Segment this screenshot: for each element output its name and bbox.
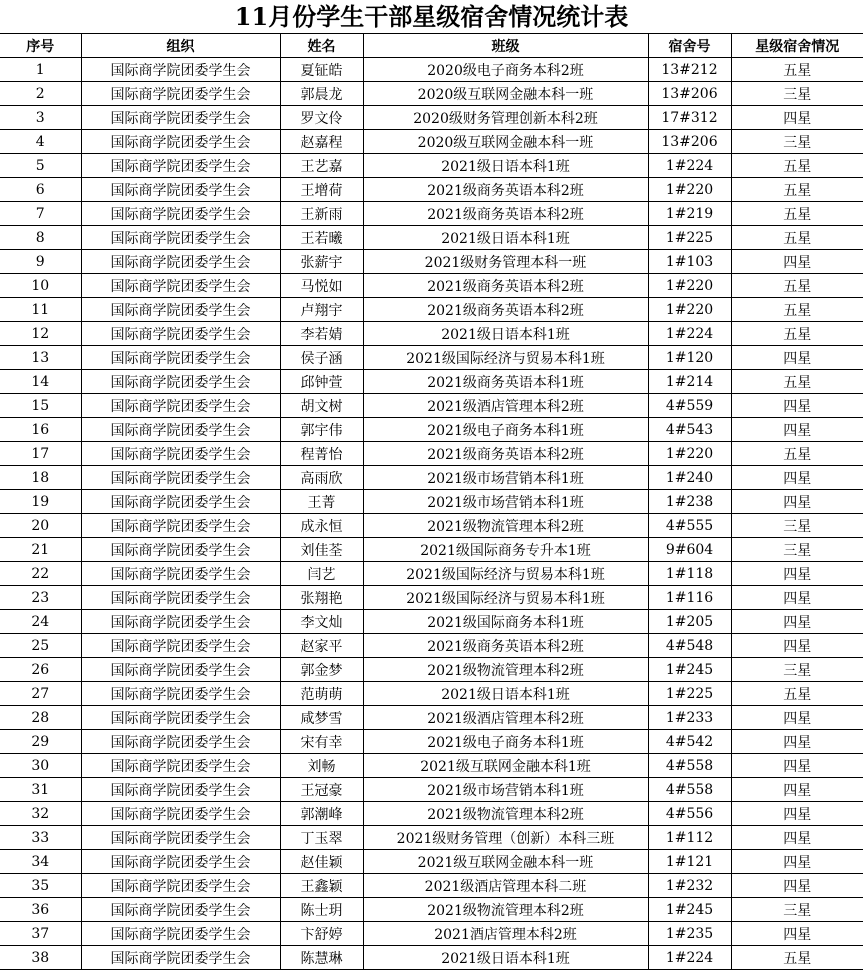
cell-organization[interactable]: 国际商学院团委学生会 [81,658,280,682]
cell-star-rating[interactable]: 四星 [731,610,863,634]
cell-name[interactable]: 郭宇伟 [280,418,363,442]
cell-name[interactable]: 郭晨龙 [280,82,363,106]
cell-organization[interactable]: 国际商学院团委学生会 [81,634,280,658]
cell-dorm-number[interactable]: 1#118 [648,562,731,586]
cell-class[interactable]: 2021级财务管理本科一班 [363,250,648,274]
table-row [0,370,863,394]
cell-index[interactable]: 38 [0,946,81,970]
cell-star-rating[interactable]: 五星 [731,682,863,706]
cell-organization[interactable]: 国际商学院团委学生会 [81,706,280,730]
cell-name[interactable]: 夏钲皓 [280,58,363,82]
table-row [0,202,863,226]
cell-organization[interactable]: 国际商学院团委学生会 [81,418,280,442]
cell-star-rating[interactable]: 三星 [731,538,863,562]
cell-class[interactable]: 2021级商务英语本科2班 [363,298,648,322]
cell-dorm-number[interactable]: 1#112 [648,826,731,850]
cell-index[interactable]: 29 [0,730,81,754]
cell-star-rating[interactable]: 五星 [731,226,863,250]
cell-index[interactable]: 2 [0,82,81,106]
table-row [0,754,863,778]
cell-index[interactable]: 19 [0,490,81,514]
cell-dorm-number[interactable]: 1#120 [648,346,731,370]
cell-star-rating[interactable]: 四星 [731,106,863,130]
cell-name[interactable]: 王菁 [280,490,363,514]
cell-name[interactable]: 赵佳颖 [280,850,363,874]
cell-class[interactable]: 2021级日语本科1班 [363,226,648,250]
cell-dorm-number[interactable]: 1#219 [648,202,731,226]
cell-organization[interactable]: 国际商学院团委学生会 [81,802,280,826]
cell-organization[interactable]: 国际商学院团委学生会 [81,874,280,898]
cell-dorm-number[interactable]: 1#225 [648,226,731,250]
cell-dorm-number[interactable]: 1#224 [648,322,731,346]
cell-index[interactable]: 36 [0,898,81,922]
table-row [0,226,863,250]
cell-star-rating[interactable]: 四星 [731,826,863,850]
cell-class[interactable]: 2021酒店管理本科2班 [363,922,648,946]
cell-dorm-number[interactable]: 1#103 [648,250,731,274]
cell-star-rating[interactable]: 四星 [731,730,863,754]
cell-name[interactable]: 李若婧 [280,322,363,346]
cell-class[interactable]: 2021级日语本科1班 [363,682,648,706]
cell-star-rating[interactable]: 四星 [731,754,863,778]
cell-star-rating[interactable]: 三星 [731,658,863,682]
cell-class[interactable]: 2021级国际商务本科1班 [363,610,648,634]
cell-index[interactable]: 12 [0,322,81,346]
cell-star-rating[interactable]: 五星 [731,298,863,322]
cell-class[interactable]: 2020级互联网金融本科一班 [363,130,648,154]
cell-name[interactable]: 王增荷 [280,178,363,202]
table-row [0,538,863,562]
table-row [0,58,863,82]
cell-index[interactable]: 17 [0,442,81,466]
cell-star-rating[interactable]: 五星 [731,442,863,466]
cell-name[interactable]: 张薪宇 [280,250,363,274]
cell-dorm-number[interactable]: 1#121 [648,850,731,874]
table-row [0,394,863,418]
cell-class[interactable]: 2021级商务英语本科2班 [363,274,648,298]
header-row [0,34,863,58]
cell-organization[interactable]: 国际商学院团委学生会 [81,850,280,874]
cell-dorm-number[interactable]: 4#542 [648,730,731,754]
table-row [0,634,863,658]
cell-class[interactable]: 2021级物流管理本科2班 [363,658,648,682]
cell-name[interactable]: 陈士玥 [280,898,363,922]
cell-index[interactable]: 8 [0,226,81,250]
cell-class[interactable]: 2020级互联网金融本科一班 [363,82,648,106]
cell-name[interactable]: 马悦如 [280,274,363,298]
cell-index[interactable]: 5 [0,154,81,178]
cell-organization[interactable]: 国际商学院团委学生会 [81,298,280,322]
cell-index[interactable]: 34 [0,850,81,874]
table-row [0,874,863,898]
cell-dorm-number[interactable]: 4#558 [648,754,731,778]
cell-star-rating[interactable]: 五星 [731,370,863,394]
table-row [0,106,863,130]
cell-name[interactable]: 刘畅 [280,754,363,778]
cell-star-rating[interactable]: 四星 [731,634,863,658]
table-row [0,682,863,706]
cell-name[interactable]: 卞舒婷 [280,922,363,946]
cell-class[interactable]: 2021级国际经济与贸易本科1班 [363,562,648,586]
cell-class[interactable]: 2021级商务英语本科1班 [363,370,648,394]
cell-class[interactable]: 2021级互联网金融本科一班 [363,850,648,874]
cell-index[interactable]: 7 [0,202,81,226]
cell-index[interactable]: 26 [0,658,81,682]
dorm-rating-table [0,34,863,970]
cell-star-rating[interactable]: 四星 [731,394,863,418]
cell-dorm-number[interactable]: 1#224 [648,154,731,178]
cell-organization[interactable]: 国际商学院团委学生会 [81,322,280,346]
cell-organization[interactable]: 国际商学院团委学生会 [81,922,280,946]
cell-organization[interactable]: 国际商学院团委学生会 [81,178,280,202]
cell-dorm-number[interactable]: 4#558 [648,778,731,802]
cell-class[interactable]: 2021级物流管理本科2班 [363,802,648,826]
table-row [0,922,863,946]
cell-dorm-number[interactable]: 13#212 [648,58,731,82]
cell-index[interactable]: 13 [0,346,81,370]
cell-organization[interactable]: 国际商学院团委学生会 [81,754,280,778]
cell-index[interactable]: 11 [0,298,81,322]
table-row [0,442,863,466]
cell-organization[interactable]: 国际商学院团委学生会 [81,778,280,802]
cell-organization[interactable]: 国际商学院团委学生会 [81,202,280,226]
table-row [0,250,863,274]
cell-name[interactable]: 胡文树 [280,394,363,418]
cell-organization[interactable]: 国际商学院团委学生会 [81,490,280,514]
cell-name[interactable]: 卢翔宇 [280,298,363,322]
cell-class[interactable]: 2021级商务英语本科2班 [363,202,648,226]
table-row [0,346,863,370]
cell-organization[interactable]: 国际商学院团委学生会 [81,82,280,106]
cell-class[interactable]: 2021级酒店管理本科二班 [363,874,648,898]
cell-dorm-number[interactable]: 1#220 [648,442,731,466]
table-row [0,154,863,178]
cell-dorm-number[interactable]: 1#116 [648,586,731,610]
cell-organization[interactable]: 国际商学院团委学生会 [81,946,280,970]
table-row [0,802,863,826]
cell-name[interactable]: 刘佳荃 [280,538,363,562]
table-row [0,274,863,298]
cell-index[interactable]: 30 [0,754,81,778]
cell-class[interactable]: 2020级电子商务本科2班 [363,58,648,82]
cell-name[interactable]: 范萌萌 [280,682,363,706]
cell-name[interactable]: 侯子涵 [280,346,363,370]
cell-index[interactable]: 3 [0,106,81,130]
cell-index[interactable]: 27 [0,682,81,706]
cell-name[interactable]: 邱钟萱 [280,370,363,394]
cell-name[interactable]: 李文灿 [280,610,363,634]
cell-class[interactable]: 2021级市场营销本科1班 [363,778,648,802]
cell-index[interactable]: 18 [0,466,81,490]
cell-class[interactable]: 2021级日语本科1班 [363,154,648,178]
table-row [0,586,863,610]
cell-dorm-number[interactable]: 4#543 [648,418,731,442]
cell-index[interactable]: 23 [0,586,81,610]
cell-organization[interactable]: 国际商学院团委学生会 [81,226,280,250]
cell-star-rating[interactable]: 四星 [731,874,863,898]
cell-name[interactable]: 王若曦 [280,226,363,250]
cell-organization[interactable]: 国际商学院团委学生会 [81,154,280,178]
table-row [0,490,863,514]
cell-star-rating[interactable]: 四星 [731,250,863,274]
cell-index[interactable]: 37 [0,922,81,946]
cell-class[interactable]: 2021级市场营销本科1班 [363,490,648,514]
cell-index[interactable]: 20 [0,514,81,538]
cell-index[interactable]: 35 [0,874,81,898]
header-name[interactable]: 姓名 [280,34,363,58]
cell-name[interactable]: 郭金梦 [280,658,363,682]
cell-organization[interactable]: 国际商学院团委学生会 [81,586,280,610]
cell-organization[interactable]: 国际商学院团委学生会 [81,274,280,298]
cell-index[interactable]: 9 [0,250,81,274]
cell-name[interactable]: 王鑫颖 [280,874,363,898]
table-row [0,706,863,730]
cell-dorm-number[interactable]: 1#220 [648,298,731,322]
table-row [0,850,863,874]
cell-name[interactable]: 丁玉翠 [280,826,363,850]
cell-organization[interactable]: 国际商学院团委学生会 [81,826,280,850]
cell-index[interactable]: 22 [0,562,81,586]
header-star-rating[interactable]: 星级宿舍情况 [731,34,863,58]
cell-organization[interactable]: 国际商学院团委学生会 [81,370,280,394]
cell-index[interactable]: 21 [0,538,81,562]
table-row [0,778,863,802]
cell-star-rating[interactable]: 五星 [731,178,863,202]
cell-star-rating[interactable]: 四星 [731,778,863,802]
table-row [0,130,863,154]
cell-class[interactable]: 2021级市场营销本科1班 [363,466,648,490]
cell-name[interactable]: 咸梦雪 [280,706,363,730]
cell-star-rating[interactable]: 五星 [731,154,863,178]
cell-dorm-number[interactable]: 4#548 [648,634,731,658]
cell-name[interactable]: 程菁怡 [280,442,363,466]
cell-dorm-number[interactable]: 1#224 [648,946,731,970]
cell-name[interactable]: 高雨欣 [280,466,363,490]
cell-star-rating[interactable]: 五星 [731,58,863,82]
cell-dorm-number[interactable]: 4#555 [648,514,731,538]
table-row [0,946,863,970]
cell-organization[interactable]: 国际商学院团委学生会 [81,610,280,634]
cell-class[interactable]: 2020级财务管理创新本科2班 [363,106,648,130]
cell-name[interactable]: 罗文伶 [280,106,363,130]
cell-dorm-number[interactable]: 1#232 [648,874,731,898]
cell-class[interactable]: 2021级电子商务本科1班 [363,418,648,442]
cell-class[interactable]: 2021级物流管理本科2班 [363,514,648,538]
cell-organization[interactable]: 国际商学院团委学生会 [81,442,280,466]
cell-index[interactable]: 4 [0,130,81,154]
table-row [0,514,863,538]
cell-name[interactable]: 郭潮峰 [280,802,363,826]
cell-index[interactable]: 31 [0,778,81,802]
table-row [0,178,863,202]
cell-star-rating[interactable]: 五星 [731,946,863,970]
cell-index[interactable]: 24 [0,610,81,634]
table-row [0,466,863,490]
cell-star-rating[interactable]: 三星 [731,514,863,538]
cell-index[interactable]: 10 [0,274,81,298]
table-row [0,82,863,106]
table-row [0,298,863,322]
cell-class[interactable]: 2021级商务英语本科2班 [363,442,648,466]
cell-organization[interactable]: 国际商学院团委学生会 [81,106,280,130]
cell-star-rating[interactable]: 四星 [731,562,863,586]
cell-dorm-number[interactable]: 1#245 [648,658,731,682]
cell-organization[interactable]: 国际商学院团委学生会 [81,538,280,562]
cell-star-rating[interactable]: 四星 [731,850,863,874]
cell-star-rating[interactable]: 三星 [731,82,863,106]
cell-class[interactable]: 2021级财务管理（创新）本科三班 [363,826,648,850]
cell-name[interactable]: 陈慧琳 [280,946,363,970]
cell-star-rating[interactable]: 四星 [731,490,863,514]
cell-name[interactable]: 王新雨 [280,202,363,226]
cell-class[interactable]: 2021级国际经济与贸易本科1班 [363,586,648,610]
cell-name[interactable]: 赵嘉程 [280,130,363,154]
table-row [0,658,863,682]
cell-organization[interactable]: 国际商学院团委学生会 [81,730,280,754]
cell-star-rating[interactable]: 四星 [731,802,863,826]
cell-index[interactable]: 32 [0,802,81,826]
table-row [0,562,863,586]
cell-organization[interactable]: 国际商学院团委学生会 [81,682,280,706]
cell-dorm-number[interactable]: 1#205 [648,610,731,634]
cell-class[interactable]: 2021级商务英语本科2班 [363,178,648,202]
cell-star-rating[interactable]: 五星 [731,202,863,226]
cell-star-rating[interactable]: 四星 [731,922,863,946]
sheet-title: 11月份学生干部星级宿舍情况统计表 [0,0,863,34]
cell-dorm-number[interactable]: 1#238 [648,490,731,514]
cell-star-rating[interactable]: 五星 [731,322,863,346]
table-row [0,730,863,754]
cell-dorm-number[interactable]: 13#206 [648,82,731,106]
cell-class[interactable]: 2021级商务英语本科2班 [363,634,648,658]
cell-dorm-number[interactable]: 4#556 [648,802,731,826]
cell-index[interactable]: 15 [0,394,81,418]
cell-class[interactable]: 2021级国际商务专升本1班 [363,538,648,562]
cell-organization[interactable]: 国际商学院团委学生会 [81,346,280,370]
cell-name[interactable]: 宋有幸 [280,730,363,754]
cell-star-rating[interactable]: 四星 [731,466,863,490]
cell-class[interactable]: 2021级酒店管理本科2班 [363,394,648,418]
cell-index[interactable]: 6 [0,178,81,202]
cell-dorm-number[interactable]: 1#245 [648,898,731,922]
cell-dorm-number[interactable]: 17#312 [648,106,731,130]
header-dorm-number[interactable]: 宿舍号 [648,34,731,58]
cell-dorm-number[interactable]: 1#240 [648,466,731,490]
cell-organization[interactable]: 国际商学院团委学生会 [81,562,280,586]
cell-index[interactable]: 33 [0,826,81,850]
cell-class[interactable]: 2021级酒店管理本科2班 [363,706,648,730]
cell-name[interactable]: 张翔艳 [280,586,363,610]
cell-star-rating[interactable]: 四星 [731,346,863,370]
table-row [0,322,863,346]
cell-name[interactable]: 赵家平 [280,634,363,658]
cell-class[interactable]: 2021级日语本科1班 [363,322,648,346]
header-organization[interactable]: 组织 [81,34,280,58]
cell-index[interactable]: 14 [0,370,81,394]
cell-dorm-number[interactable]: 1#214 [648,370,731,394]
cell-star-rating[interactable]: 四星 [731,418,863,442]
cell-dorm-number[interactable]: 9#604 [648,538,731,562]
cell-name[interactable]: 王艺嘉 [280,154,363,178]
cell-index[interactable]: 1 [0,58,81,82]
cell-dorm-number[interactable]: 1#235 [648,922,731,946]
cell-star-rating[interactable]: 三星 [731,898,863,922]
cell-dorm-number[interactable]: 1#225 [648,682,731,706]
cell-organization[interactable]: 国际商学院团委学生会 [81,898,280,922]
cell-organization[interactable]: 国际商学院团委学生会 [81,130,280,154]
cell-class[interactable]: 2021级日语本科1班 [363,946,648,970]
cell-name[interactable]: 成永恒 [280,514,363,538]
cell-dorm-number[interactable]: 1#220 [648,178,731,202]
cell-index[interactable]: 16 [0,418,81,442]
cell-organization[interactable]: 国际商学院团委学生会 [81,466,280,490]
cell-star-rating[interactable]: 四星 [731,586,863,610]
cell-dorm-number[interactable]: 1#220 [648,274,731,298]
cell-class[interactable]: 2021级互联网金融本科1班 [363,754,648,778]
cell-dorm-number[interactable]: 1#233 [648,706,731,730]
table-row [0,898,863,922]
cell-star-rating[interactable]: 三星 [731,130,863,154]
cell-organization[interactable]: 国际商学院团委学生会 [81,250,280,274]
cell-dorm-number[interactable]: 4#559 [648,394,731,418]
table-row [0,826,863,850]
cell-class[interactable]: 2021级国际经济与贸易本科1班 [363,346,648,370]
cell-star-rating[interactable]: 五星 [731,274,863,298]
table-row [0,418,863,442]
table-row [0,610,863,634]
cell-index[interactable]: 25 [0,634,81,658]
cell-organization[interactable]: 国际商学院团委学生会 [81,58,280,82]
cell-class[interactable]: 2021级电子商务本科1班 [363,730,648,754]
header-class[interactable]: 班级 [363,34,648,58]
cell-name[interactable]: 闫艺 [280,562,363,586]
cell-organization[interactable]: 国际商学院团委学生会 [81,394,280,418]
cell-index[interactable]: 28 [0,706,81,730]
cell-organization[interactable]: 国际商学院团委学生会 [81,514,280,538]
header-index[interactable]: 序号 [0,34,81,58]
cell-star-rating[interactable]: 四星 [731,706,863,730]
cell-dorm-number[interactable]: 13#206 [648,130,731,154]
cell-name[interactable]: 王冠豪 [280,778,363,802]
cell-class[interactable]: 2021级物流管理本科2班 [363,898,648,922]
